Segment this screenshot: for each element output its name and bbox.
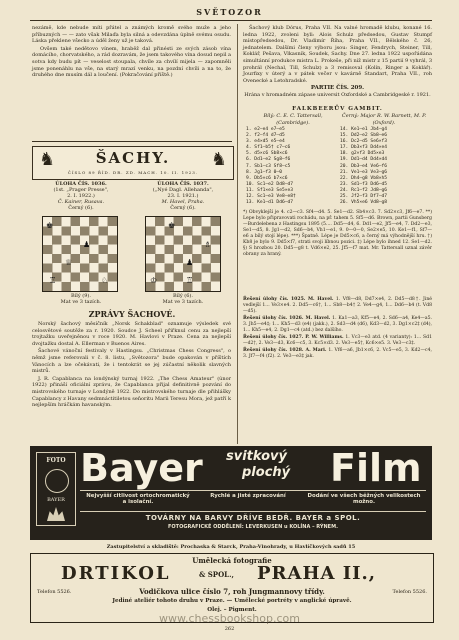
chess-section-meta: ČÍSLO 89 ŘÍD. DR. ZD. MACH. 10. II. 1923. bbox=[67, 170, 199, 175]
paragraph: Šachový klub Dórus, Praha VII. Na valné hromadě klubu, konané 16. ledna 1922, zvoleni byli: Alois Schulz předsedou, Gustav Stumpf místopředsedou, Dr. Vladimír Říha, Praha VII., Bělského č. 26, jednatelem. Dalšími členy výboru jsou: Singer, Fendrych, Steiner, Till, Koklář, Pešava, Vlkasník, Soudek, Sachy. Dne 27. ledna 1922 uspořádána simultánní produkce mistra L. Prokeše, při níž mistr z 15 partií 9 vyhrál, 3 prohrál (Nechal, Till, Schulz) a 3 remisoval (Kolín, Ringer a Koklář). Jourfixy v úterý a v pátek večer v kavárně Standart, Praha VII., roh Ovenecké a Letohradské. bbox=[243, 25, 432, 84]
move-line: 10. Sc1—e2 Dd8—d7 bbox=[246, 181, 294, 187]
drtikol-tagline: Umělecká fotografie bbox=[192, 556, 272, 565]
problem-1036-caption bbox=[32, 181, 130, 211]
solution-label: Řešení úlohy čís. 1026. M. Havel. bbox=[243, 316, 331, 321]
banner-rule bbox=[80, 490, 426, 491]
move-line: 11. Sf1×e3 Se5×e3 bbox=[246, 187, 294, 193]
move-line: 19. Dd1—d4 Dd4×d4 bbox=[340, 157, 388, 163]
chessboard-1036 bbox=[42, 216, 118, 292]
move-line: 15. Dd2—e2 Sb8—e6 bbox=[340, 133, 388, 139]
problem-white: Bílý (9). bbox=[71, 293, 91, 299]
move-line: 17. Db3×f3 Dd4×e4 bbox=[340, 145, 388, 151]
move-line: 8. Jg1—f3 0—0 bbox=[246, 169, 282, 175]
bayer-logo bbox=[36, 452, 76, 526]
move-line: 5. d5×c6 Sb8×c6 bbox=[246, 151, 288, 157]
rook-icon: ♖ bbox=[49, 276, 57, 285]
move-line: 20. Db3—e4 Ve6—f6 bbox=[340, 163, 388, 169]
problem-1037-footer bbox=[134, 293, 232, 305]
problem-black: Černý (6). bbox=[170, 205, 196, 211]
film-word: Film bbox=[330, 446, 422, 490]
feature-sizes: Dodání ve všech běžných velikostech možno. bbox=[307, 493, 421, 506]
header-rule bbox=[30, 20, 432, 21]
solution-1025 bbox=[243, 297, 432, 315]
chess-section-title: ŠACHY. bbox=[95, 149, 171, 167]
bayer-cross-icon bbox=[45, 469, 69, 493]
logo-bayer: BAYER bbox=[47, 497, 65, 503]
move-line: 12. Sc1—e3 Ve8—e8† bbox=[246, 194, 296, 200]
move-line: 9. Db5×c6 b7×c6 bbox=[246, 175, 288, 181]
opening-name: FALKBEERŮV GAMBIT. bbox=[292, 106, 383, 112]
problem-date: 23. I. 1921.) bbox=[167, 193, 199, 199]
paragraph: Ovšem také nedětovo vínem, hraběž dal přinésti ze svých zásob vína domácího, chorvatského, a rád dozravám, že jsem takového vína dosud nepil a sotva kdy budu pít — veselost stoupala, chvíle za chvílí mijela — zapomněli jsme ponenáhlu na vše, na starý mrazí venku, na pozdní chvíli a na to, že druhého dne musím dál a loučení. (Pokračování příště.) bbox=[32, 45, 231, 79]
solution-text: 1. Vf8—d8, Dd7×e4, 2. Dd5—d8†. Jiné vedlejší 1... Ve3×e4. 2. Dd5—c6†, 1... Sb8—b4† 2. Ve4—g4, 1... Dd6—b4 (t. Vd8—d5). bbox=[243, 297, 432, 314]
solution-label: Řešení úlohy čís. 1028. A. Mari. bbox=[243, 348, 327, 353]
king-icon: ♚ bbox=[46, 221, 54, 230]
pawn-icon: ♟ bbox=[83, 240, 91, 249]
move-line: 18. g2×f3 Dd5×e3 bbox=[340, 151, 385, 157]
bishop-icon: ♗ bbox=[204, 240, 212, 249]
watermark: www.chessbookshop.com bbox=[159, 612, 300, 625]
queen-icon: ♕ bbox=[65, 258, 73, 267]
move-line: 22. Dh4—g8 Vb8×h5 bbox=[340, 175, 388, 181]
solution-text: 1. Ka1—a3, Kf5—e4, 2. Sd6—a4, Ke4—a5. 3. Jh5—e4‡; 1... Kh5—d3 (e4) (jakk.), 2. Sd3—d4 (d6), Kd3—d2, 3. Dg1×c2‡ (d4), 1... Kh5—e4, 2. Dg1—c4 (atd.) bez dalšího. bbox=[243, 316, 432, 333]
white-player: Bílý: C. E. C. Tattersall, (Cambridge). bbox=[263, 113, 323, 126]
solution-label: Řešení úlohy čís. 1027. P. W. Williams. bbox=[243, 335, 344, 340]
king-icon: ♚ bbox=[168, 221, 176, 230]
moves-left-column bbox=[246, 127, 338, 206]
rook-icon: ♖ bbox=[186, 276, 194, 285]
move-line: 2. f2—f4 d7—d5 bbox=[246, 133, 285, 139]
problem-author: Č. Kainer, Rusava. bbox=[57, 199, 105, 205]
problem-source: (1st. „Prager Presse", bbox=[53, 187, 109, 193]
paragraph: Norský šachový měsíčník „Norsk Schakblad" oznamuje výsledek své celosvětové soutěže za r. 1920. Soudce J. Scheel přiřknul cenu za nejlepší trojtažku uveřejněnou v roce 1920. M. Havlovi v Praze. Cena za nejlepší dvojtažku dostal A. Ellerman v Buenos Aires. bbox=[32, 321, 231, 347]
solutions bbox=[243, 297, 432, 361]
drtikol-spol: & SPOL., bbox=[199, 570, 234, 579]
feature-processing: Rychlé a jisté zpracování bbox=[210, 493, 286, 499]
drtikol-description: Jediné ateliér tohoto druhu v Praze. — Umělecké portréty v anglické úpravě. bbox=[112, 598, 352, 604]
move-line: 23. Sd1—f3 Dd6—d5 bbox=[340, 181, 388, 187]
drtikol-address: Vodičkova ulice číslo 7, roh Jungmannovy třídy. bbox=[139, 587, 325, 596]
move-line: 21. Ve1—e3 Ve3—g6 bbox=[340, 169, 388, 175]
knight-icon: ♞ bbox=[39, 149, 56, 170]
telephone-left: Telefon 5526. bbox=[37, 589, 72, 595]
solution-text: 1. Vf6—a6, Jb1×c6, 2. Vc5—e5, 3. Kd2—c4, 3. Jf7—f4 (f2). 2. Ve3—e3‡ jak. bbox=[243, 348, 432, 359]
chess-section-header bbox=[32, 146, 234, 180]
castle-icon bbox=[47, 507, 65, 521]
moves-right-column bbox=[340, 127, 432, 206]
telephone-right: Telefon 5526. bbox=[392, 589, 427, 595]
game-subtitle: Hrána v hromadném zápase universit Oxfordské a Cambridgeské r. 1921. bbox=[244, 92, 431, 98]
drtikol-name: DRTIKOL bbox=[61, 563, 171, 584]
chessboard-1037 bbox=[145, 216, 221, 292]
game-title: PARTIE ČÍS. 209. bbox=[310, 85, 365, 91]
knight-icon: ♞ bbox=[210, 149, 227, 170]
move-line: 7. Sb1—c3 Sf8—c5 bbox=[246, 163, 291, 169]
move-line: 16. Dc2—d5 Se6×f3 bbox=[340, 139, 388, 145]
drtikol-city: PRAHA II., bbox=[257, 563, 377, 584]
problem-source: („Nyé Dagl. Allehanda", bbox=[152, 187, 214, 193]
problem-white: Bílý (6). bbox=[173, 293, 193, 299]
move-line: 26. Vh5×e6 Vd8—g8 bbox=[340, 200, 388, 206]
move-line: 14. Ke1—e1 Jb4—g4 bbox=[340, 127, 388, 132]
factory-name: TOVÁRNY NA BARVY DŘÍVE BEDŘ. BAYER a SPOL. bbox=[145, 514, 361, 522]
pawn-icon: ♟ bbox=[186, 258, 194, 267]
problem-mate: Mat ve 3 tazích. bbox=[162, 299, 204, 305]
drtikol-techniques: Olej. – Pigment. bbox=[207, 607, 257, 613]
left-top-text bbox=[32, 25, 231, 80]
right-top-text bbox=[243, 25, 432, 85]
move-line: 4. Sf1—b5† c7—c6 bbox=[246, 145, 291, 151]
problem-black: Černý (6). bbox=[68, 205, 94, 211]
solution-1027 bbox=[243, 335, 432, 347]
paragraph: J. R. Capablanca na londýnský turnaj 1922. „The Chess Amateur" (únor 1922) přináší oficiální zprávu, že Capablanca přijal definitivně pozvání do mistrovského turnaje v Londýně 1922. Do mistrovského turnaje dle přihlášky Capablancy z Havany sedmnáctitiletou seňoritu Marii Teresu Mora, jež patří k nejlepším hráčkám havanským. bbox=[32, 375, 231, 409]
feature-sensitivity: Nejvyšší citlivost ortochromatický a isolační. bbox=[86, 493, 190, 506]
problem-heading: ÚLOHA ČÍS. 1036. bbox=[55, 181, 107, 187]
black-player: Černý: Major R. W. Barnett, M. P. (Oxford). bbox=[341, 113, 427, 126]
banner-rule bbox=[80, 511, 426, 512]
logo-foto: FOTO bbox=[46, 457, 66, 464]
divider bbox=[32, 141, 232, 142]
column-divider bbox=[237, 24, 238, 444]
bayer-brand: Bayer bbox=[80, 446, 203, 490]
knight-icon: ♘ bbox=[101, 276, 109, 285]
solution-1026 bbox=[243, 316, 432, 334]
solution-text: 1. Vc3—e3 atd. (4 varianty): 1... Sd1—d2†, 2. Ve3—d3, Kc6—c5, 3. Kc5×d3. 2. Ve3—e5†, Kc6×e5. 3. Ve3—c3‡. bbox=[243, 335, 433, 346]
move-line: 25. Jf2—f3 Df7—d7 bbox=[340, 194, 388, 200]
problem-date: 2. I. 1922.) bbox=[67, 193, 95, 199]
chess-news-title: ZPRÁVY ŠACHOVÉ. bbox=[88, 309, 176, 319]
factory-division: FOTOGRAFICKÉ ODDĚLENÍ: LEVERKUSEN u KOLÍNA – RÝNEM. bbox=[168, 524, 338, 530]
problem-heading: ÚLOHA ČÍS. 1037. bbox=[157, 181, 209, 187]
problem-1036-footer bbox=[32, 293, 130, 305]
paragraph: Šachové vánoční festivaly v Hastingsu. „Christmas Chess Congress", o němž jsme referovali v č. 8. listu, „Světozora" bude opakován v příštích Vánocích a lze očekávati, že i tentokrát se jej zúčastní několik slavných mistrů. bbox=[32, 348, 231, 375]
solution-1028 bbox=[243, 348, 432, 360]
problem-mate: Mat ve 3 tazích. bbox=[60, 299, 102, 305]
problem-author: M. Havel, Praha. bbox=[161, 199, 205, 205]
king-icon: ♔ bbox=[150, 276, 158, 285]
bayer-film-advertisement bbox=[30, 446, 432, 540]
chess-news-text bbox=[32, 321, 231, 410]
problem-1037-caption bbox=[134, 181, 232, 211]
paragraph: nezámě, kde nebude míti přátel a známých kromě svého muže a jeho příbuzných — — zato však Milaďa byla silná a odevzdána úplně svému osudu. Láska překlene všecko a úděl ženy už je taková. bbox=[32, 25, 231, 45]
move-line: 3. e4×d5 e5—e4 bbox=[246, 139, 285, 145]
move-line: 1. e2—e4 e7—e5 bbox=[246, 127, 285, 132]
agents-line: Zastupitelství a skladiště: Prochaska & Starck, Praha-Vinohrady, u Havlíčkových sadů 15 bbox=[106, 544, 356, 550]
move-line: 13. Ke1—d1 Dd6—d7 bbox=[246, 200, 294, 206]
solution-label: Řešení úlohy čís. 1025. M. Havel. bbox=[243, 297, 334, 302]
running-header: SVĚTOZOR bbox=[196, 7, 263, 17]
move-line: 6. Dd1—e2 Sg8—f6 bbox=[246, 157, 291, 163]
page-number: 262 bbox=[224, 626, 235, 632]
film-type-2: plochý bbox=[242, 465, 291, 480]
move-line: 24. Rc1—f2 Jd8—g6 bbox=[340, 187, 388, 193]
film-type-1: svitkový bbox=[226, 449, 287, 464]
game-notes: *) Obvyklejší je 4. c2—c3. Sf4—d4. 5. Se1—d2. Sb4×c3. 7. Sd2×c3, Jf6—e7. **) Lepe bylo připravovati rochádu, na př. tahem 5. Sf5—d6. Brown, partii Gunsberg—Burdelebena z Hastingsu 1895 (5.... Dd5—d4, 6. Dd1—e2, Jf5—e4, 7. Dd2—e3, Se1—d5, 8. Jg1—d2, Sd6—b4, Vh1—e1, 9. 0—0—0, Se2×e5, 10. Ke1—f1, Sf7—e6 a bílý stojí lépe). ***) Špatně. Lépe je Dd5×c6, a černý má výhodnější hru. †) Kb8 je bylo 9. Dd5×f7, strati svoji líbnou pozici. ‡) Lépe bylo ihned 12. Se1—d2. §) S hrozbou 20. Dd5—g8 t. Vd6×e2, 25. Jf5—f7 mat. Mr. Tattersall uznal závěr obrany za hraný. bbox=[243, 210, 432, 257]
